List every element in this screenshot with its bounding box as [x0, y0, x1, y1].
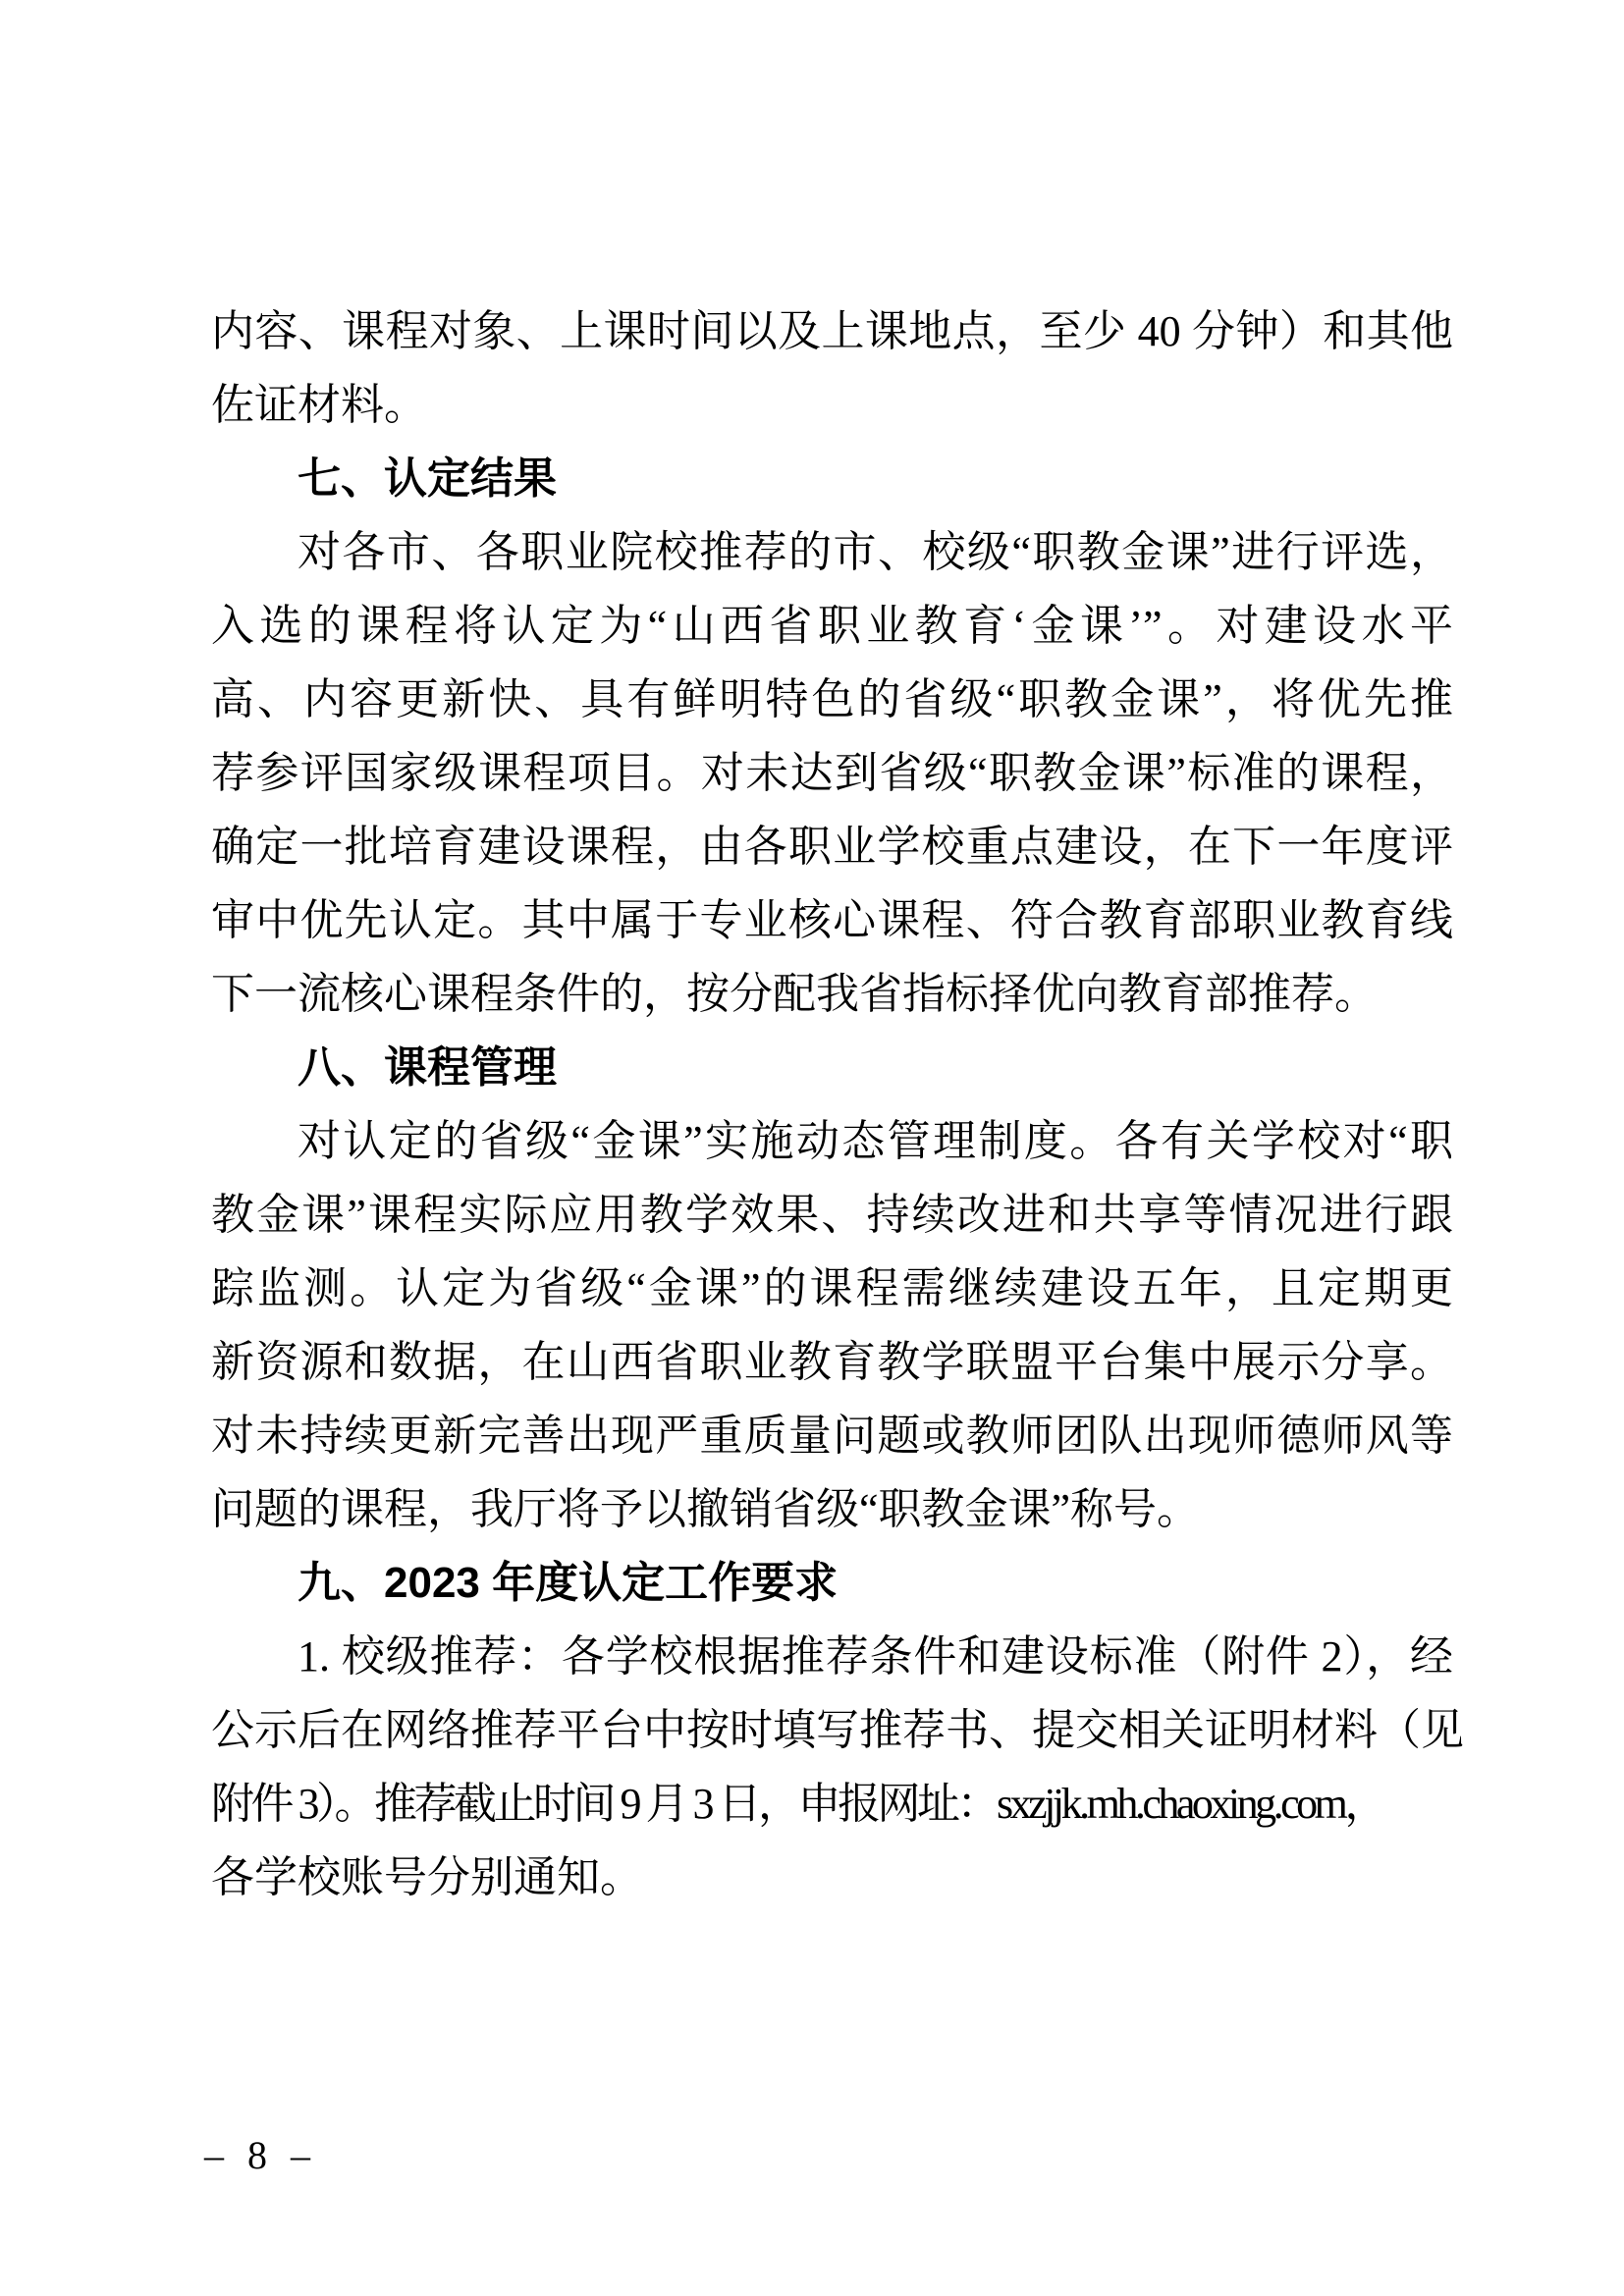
paragraph-line: 新资源和数据，在山西省职业教育教学联盟平台集中展示分享。 — [211, 1338, 1453, 1386]
page-number: – 8 – — [204, 2133, 317, 2177]
paragraph-line: 下一流核心课程条件的，按分配我省指标择优向教育部推荐。 — [211, 970, 1378, 1018]
paragraph-line: 高、内容更新快、具有鲜明特色的省级“职教金课”，将优先推 — [211, 675, 1453, 723]
paragraph-line: 入选的课程将认定为“山西省职业教育‘金课’”。对建设水平 — [211, 602, 1453, 650]
paragraph-line: 审中优先认定。其中属于专业核心课程、符合教育部职业教育线 — [211, 896, 1453, 944]
paragraph-line: 内容、课程对象、上课时间以及上课地点，至少 40 分钟）和其他 — [211, 307, 1453, 355]
paragraph-line: 1. 校级推荐：各学校根据推荐条件和建设标准（附件 2），经 — [298, 1632, 1453, 1681]
section-heading-7: 七、认定结果 — [298, 454, 557, 503]
paragraph-line: 各学校账号分别通知。 — [211, 1853, 643, 1901]
paragraph-line: 荐参评国家级课程项目。对未达到省级“职教金课”标准的课程， — [211, 749, 1453, 797]
paragraph-line: 确定一批培育建设课程，由各职业学校重点建设，在下一年度评 — [211, 823, 1453, 871]
paragraph-line: 对未持续更新完善出现严重质量问题或教师团队出现师德师风等 — [211, 1412, 1453, 1460]
paragraph-line: 公示后在网络推荐平台中按时填写推荐书、提交相关证明材料（见 — [211, 1706, 1464, 1754]
section-heading-9: 九、2023 年度认定工作要求 — [298, 1559, 839, 1607]
paragraph-line: 踪监测。认定为省级“金课”的课程需继续建设五年，且定期更 — [211, 1264, 1453, 1312]
paragraph-line: 问题的课程，我厅将予以撤销省级“职教金课”称号。 — [211, 1485, 1201, 1533]
paragraph-line: 对各市、各职业院校推荐的市、校级“职教金课”进行评选， — [298, 528, 1453, 576]
paragraph-line: 对认定的省级“金课”实施动态管理制度。各有关学校对“职 — [298, 1117, 1453, 1165]
paragraph-line: 教金课”课程实际应用教学效果、持续改进和共享等情况进行跟 — [211, 1191, 1453, 1239]
document-body — [211, 294, 1464, 1914]
paragraph-line: 佐证材料。 — [211, 381, 427, 429]
section-heading-8: 八、课程管理 — [298, 1043, 557, 1092]
paragraph-line-with-url: 附件 3）。推荐截止时间 9 月 3 日，申报网址：sxzjjk.mh.chaoxing.com， — [211, 1780, 1384, 1828]
